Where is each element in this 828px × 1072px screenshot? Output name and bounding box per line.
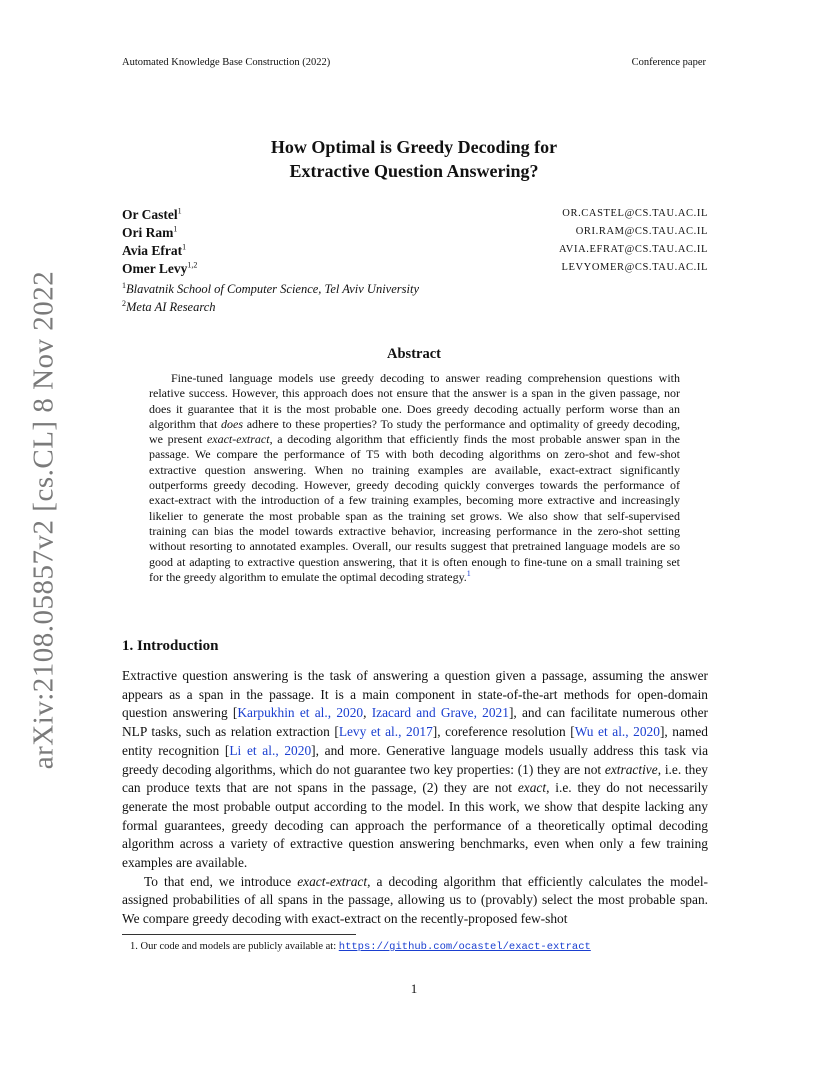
author-row xyxy=(122,225,708,243)
page-number: 1 xyxy=(410,981,418,996)
abstract-emphasis: does xyxy=(221,416,244,431)
footnote-link[interactable]: 1 xyxy=(466,568,471,578)
author-name: Ori Ram xyxy=(122,225,174,240)
author-row xyxy=(122,243,708,261)
citation-link[interactable]: Li et al., 2020 xyxy=(229,742,312,758)
abstract-heading: Abstract xyxy=(387,346,441,362)
section-body xyxy=(122,667,708,929)
author-email: OR.CASTEL@CS.TAU.AC.IL xyxy=(562,208,708,219)
citation-link[interactable]: Izacard and Grave, 2021 xyxy=(371,705,509,721)
author-affiliation-mark: 1 xyxy=(182,242,187,252)
body-text: ], named entity recognition [ xyxy=(122,724,708,758)
abstract-text: adhere to these properties? To study the performance and optimality of greedy decoding, we present xyxy=(149,416,680,447)
footnote-text: 1. Our code and models are publicly available at: xyxy=(130,941,339,952)
footnote-divider xyxy=(122,934,356,935)
abstract-paragraph xyxy=(149,371,680,585)
body-emphasis: exact xyxy=(517,780,547,796)
author-affiliation-mark: 1 xyxy=(177,206,182,216)
author-name: Or Castel xyxy=(122,207,178,222)
arxiv-identifier-stamp: arXiv:2108.05857v2 [cs.CL] 8 Nov 2022 xyxy=(27,270,60,770)
body-text: , a decoding algorithm that efficiently calculates the model-assigned probabilities of all spans in the passage, allowing us to (provably) select the most probable span. We compare greedy decoding with exact-extract on the recently-proposed few-shot xyxy=(122,873,709,927)
running-header-type: Conference paper xyxy=(631,57,706,68)
author-name: Avia Efrat xyxy=(122,243,183,258)
abstract-emphasis: exact-extract xyxy=(206,432,270,447)
affiliation-text: Meta AI Research xyxy=(126,300,216,314)
author-email: LEVYOMER@CS.TAU.AC.IL xyxy=(561,262,708,273)
footnote xyxy=(130,941,591,953)
repository-link[interactable]: https://github.com/ocastel/exact-extract xyxy=(338,941,591,953)
author-name: Omer Levy xyxy=(122,261,188,276)
body-text: , xyxy=(363,705,372,721)
affiliation-mark: 2 xyxy=(122,298,126,308)
author-email: AVIA.EFRAT@CS.TAU.AC.IL xyxy=(558,244,708,255)
citation-link[interactable]: Wu et al., 2020 xyxy=(574,724,660,740)
abstract-body xyxy=(149,371,680,585)
abstract-text: Fine-tuned language models use greedy decoding to answer reading comprehension questions with relative success. However, this approach does not ensure that the answer is a span in the given passage, nor does it guarantee that it is the most probable one. Does greedy decoding actually perform worse than an algorithm that xyxy=(149,371,680,431)
body-text: ], coreference resolution [ xyxy=(432,724,575,740)
body-paragraph xyxy=(122,873,708,929)
citation-link[interactable]: Levy et al., 2017 xyxy=(338,724,433,740)
affiliation-line xyxy=(122,282,419,297)
author-row xyxy=(122,207,708,225)
author-row xyxy=(122,261,708,279)
author-affiliation-mark: 1 xyxy=(173,224,178,234)
paper-title-line-2: Extractive Question Answering? xyxy=(289,161,539,181)
running-header-venue: Automated Knowledge Base Construction (2022) xyxy=(122,57,331,68)
section-heading: 1. Introduction xyxy=(122,638,219,654)
body-text: ], and more. Generative language models usually address this task via greedy decoding algorithms, which do not guarantee two key properties: (1) they are not xyxy=(122,742,709,777)
affiliation-line xyxy=(122,300,216,315)
author-email: ORI.RAM@CS.TAU.AC.IL xyxy=(575,226,708,237)
affiliation-mark: 1 xyxy=(122,280,126,290)
body-text: Extractive question answering is the task of answering a question given a passage, assuming the answer appears as a span in the passage. It is a main component in state-of-the-art methods for open-domain question answering [ xyxy=(122,668,708,721)
affiliation-text: Blavatnik School of Computer Science, Tel Aviv University xyxy=(126,282,419,296)
body-text: To that end, we introduce xyxy=(144,873,298,889)
body-text: , i.e. they do not necessarily generate the most probable output according to the model. In this work, we show that despite lacking any formal guarantees, greedy decoding can approach the performance of a theoretically optimal decoding algorithm across a variety of extractive question answering benchmarks, even when only a few training examples are available. xyxy=(122,780,708,871)
citation-link[interactable]: Karpukhin et al., 2020 xyxy=(237,705,364,721)
body-emphasis: extractive xyxy=(604,761,658,777)
body-text: ], and can facilitate numerous other NLP tasks, such as relation extraction [ xyxy=(122,705,708,740)
author-affiliation-mark: 1,2 xyxy=(187,260,198,270)
body-text: , i.e. they can produce texts that are not spans in the passage, (2) they are not xyxy=(122,761,708,796)
abstract-text: , a decoding algorithm that efficiently finds the most probable answer span in the passage. We compare the performance of T5 with both decoding algorithms on zero-shot and few-shot extractive question answering. When no training examples are available, exact-extract significantly outperforms greedy decoding. However, greedy decoding quickly converges towards the performance of exact-extract with the introduction of a few training examples, becoming more extractive and increasingly likelier to generate the most probable span as the training set grows. We also show that self-supervised training can bias the model towards extractive behavior, increasing performance in the zero-shot setting without resorting to annotated examples. Overall, our results suggest that pretrained language models are so good at adapting to extractive question answering, that it is often enough to fine-tune on a small training set for the greedy algorithm to emulate the optimal decoding strategy. xyxy=(149,432,680,584)
body-paragraph xyxy=(122,667,708,873)
body-emphasis: exact-extract xyxy=(297,873,368,889)
paper-title-line-1: How Optimal is Greedy Decoding for xyxy=(270,137,558,157)
